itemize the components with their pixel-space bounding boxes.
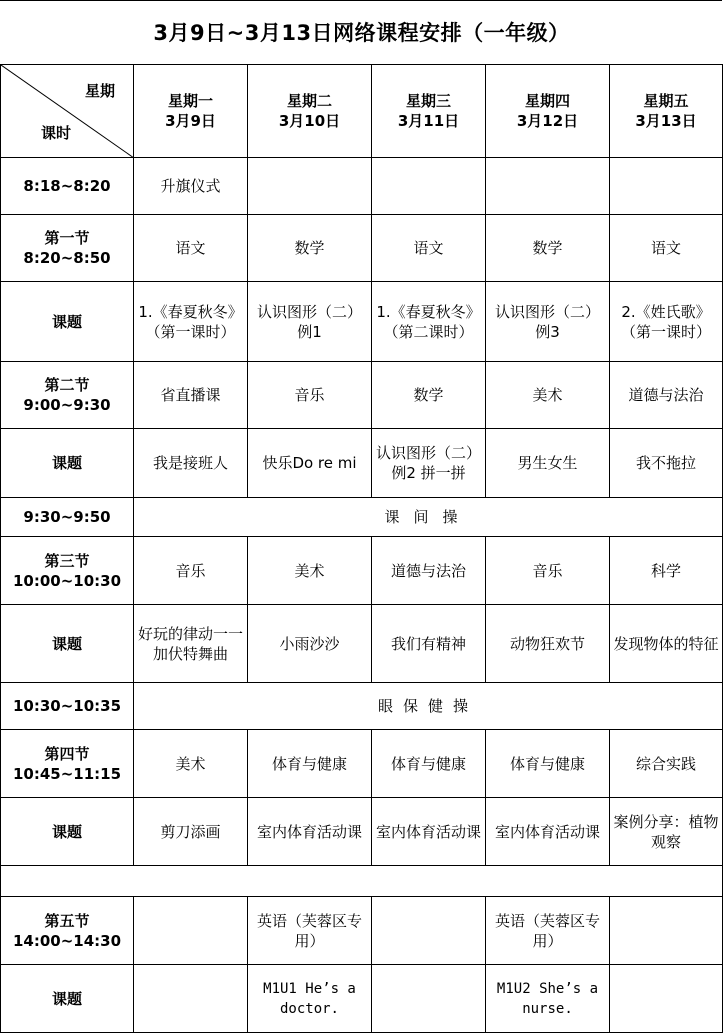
lunch-spacer-row <box>1 866 723 897</box>
flag-time: 8:18~8:20 <box>1 158 134 215</box>
flag-cell <box>610 158 723 215</box>
spacer-cell <box>1 866 723 897</box>
period5-subject-row <box>1 897 723 965</box>
topic-label: 课题 <box>1 282 134 362</box>
period2-topic-row <box>1 429 723 498</box>
flag-cell <box>248 158 372 215</box>
subject-cell: 道德与法治 <box>372 537 486 605</box>
subject-cell: 体育与健康 <box>486 730 610 798</box>
topic-cell: 室内体育活动课 <box>486 798 610 866</box>
topic-cell: 案例分享：植物观察 <box>610 798 723 866</box>
topic-label: 课题 <box>1 965 134 1033</box>
subject-cell: 美术 <box>134 730 248 798</box>
topic-cell: 剪刀添画 <box>134 798 248 866</box>
topic-cell <box>134 965 248 1033</box>
period5-topic-row <box>1 965 723 1033</box>
topic-cell: 好玩的律动一一加伏特舞曲 <box>134 605 248 683</box>
topic-label: 课题 <box>1 798 134 866</box>
topic-cell: M1U1 He’s a doctor. <box>248 965 372 1033</box>
topic-cell: 我不拖拉 <box>610 429 723 498</box>
period3-topic-row <box>1 605 723 683</box>
corner-cell <box>1 65 134 158</box>
period1-label: 第一节 8:20~8:50 <box>1 215 134 282</box>
subject-cell: 数学 <box>372 362 486 429</box>
day-header-fri: 星期五 3月13日 <box>610 65 723 158</box>
day-header-wed: 星期三 3月11日 <box>372 65 486 158</box>
topic-cell: 认识图形（二）例1 <box>248 282 372 362</box>
subject-cell: 音乐 <box>248 362 372 429</box>
subject-cell: 省直播课 <box>134 362 248 429</box>
schedule-table <box>0 64 723 1033</box>
period2-label: 第二节 9:00~9:30 <box>1 362 134 429</box>
topic-cell <box>372 965 486 1033</box>
subject-cell: 体育与健康 <box>372 730 486 798</box>
topic-cell: 男生女生 <box>486 429 610 498</box>
flag-cell <box>486 158 610 215</box>
topic-cell: M1U2 She’s a nurse. <box>486 965 610 1033</box>
period4-subject-row <box>1 730 723 798</box>
subject-cell <box>610 897 723 965</box>
topic-cell: 快乐Do re mi <box>248 429 372 498</box>
subject-cell: 体育与健康 <box>248 730 372 798</box>
break1-row <box>1 498 723 537</box>
corner-diagonal <box>1 65 134 158</box>
break1-label: 课间操 <box>134 498 723 537</box>
header-row <box>1 65 723 158</box>
subject-cell: 道德与法治 <box>610 362 723 429</box>
subject-cell: 语文 <box>610 215 723 282</box>
subject-cell: 数学 <box>486 215 610 282</box>
topic-cell: 室内体育活动课 <box>372 798 486 866</box>
subject-cell: 音乐 <box>486 537 610 605</box>
topic-cell: 我们有精神 <box>372 605 486 683</box>
day-header-thu: 星期四 3月12日 <box>486 65 610 158</box>
flag-cell: 升旗仪式 <box>134 158 248 215</box>
period3-subject-row <box>1 537 723 605</box>
subject-cell: 美术 <box>486 362 610 429</box>
period4-label: 第四节 10:45~11:15 <box>1 730 134 798</box>
topic-cell: 我是接班人 <box>134 429 248 498</box>
period5-label: 第五节 14:00~14:30 <box>1 897 134 965</box>
topic-label: 课题 <box>1 605 134 683</box>
topic-cell: 认识图形（二）例2 拼一拼 <box>372 429 486 498</box>
subject-cell: 综合实践 <box>610 730 723 798</box>
subject-cell <box>372 897 486 965</box>
flag-cell <box>372 158 486 215</box>
period4-topic-row <box>1 798 723 866</box>
flag-row <box>1 158 723 215</box>
topic-cell: 小雨沙沙 <box>248 605 372 683</box>
break1-time: 9:30~9:50 <box>1 498 134 537</box>
topic-cell: 室内体育活动课 <box>248 798 372 866</box>
period3-label: 第三节 10:00~10:30 <box>1 537 134 605</box>
day-header-tue: 星期二 3月10日 <box>248 65 372 158</box>
subject-cell: 英语（芙蓉区专用） <box>486 897 610 965</box>
period-header-label: 课时 <box>41 124 72 142</box>
subject-cell: 数学 <box>248 215 372 282</box>
topic-cell: 2.《姓氏歌》（第一课时） <box>610 282 723 362</box>
topic-label: 课题 <box>1 429 134 498</box>
subject-cell: 美术 <box>248 537 372 605</box>
period1-subject-row <box>1 215 723 282</box>
topic-cell: 1.《春夏秋冬》（第二课时） <box>372 282 486 362</box>
subject-cell <box>134 897 248 965</box>
break2-label: 眼保健操 <box>134 683 723 730</box>
topic-cell: 发现物体的特征 <box>610 605 723 683</box>
topic-cell: 认识图形（二）例3 <box>486 282 610 362</box>
subject-cell: 英语（芙蓉区专用） <box>248 897 372 965</box>
topic-cell: 动物狂欢节 <box>486 605 610 683</box>
page-title: 3月9日~3月13日网络课程安排（一年级） <box>153 21 570 45</box>
break2-row <box>1 683 723 730</box>
topic-cell <box>610 965 723 1033</box>
subject-cell: 语文 <box>372 215 486 282</box>
subject-cell: 音乐 <box>134 537 248 605</box>
period1-topic-row <box>1 282 723 362</box>
subject-cell: 语文 <box>134 215 248 282</box>
break2-time: 10:30~10:35 <box>1 683 134 730</box>
day-header-mon: 星期一 3月9日 <box>134 65 248 158</box>
subject-cell: 科学 <box>610 537 723 605</box>
topic-cell: 1.《春夏秋冬》（第一课时） <box>134 282 248 362</box>
period2-subject-row <box>1 362 723 429</box>
weekday-header-label: 星期 <box>84 82 115 100</box>
